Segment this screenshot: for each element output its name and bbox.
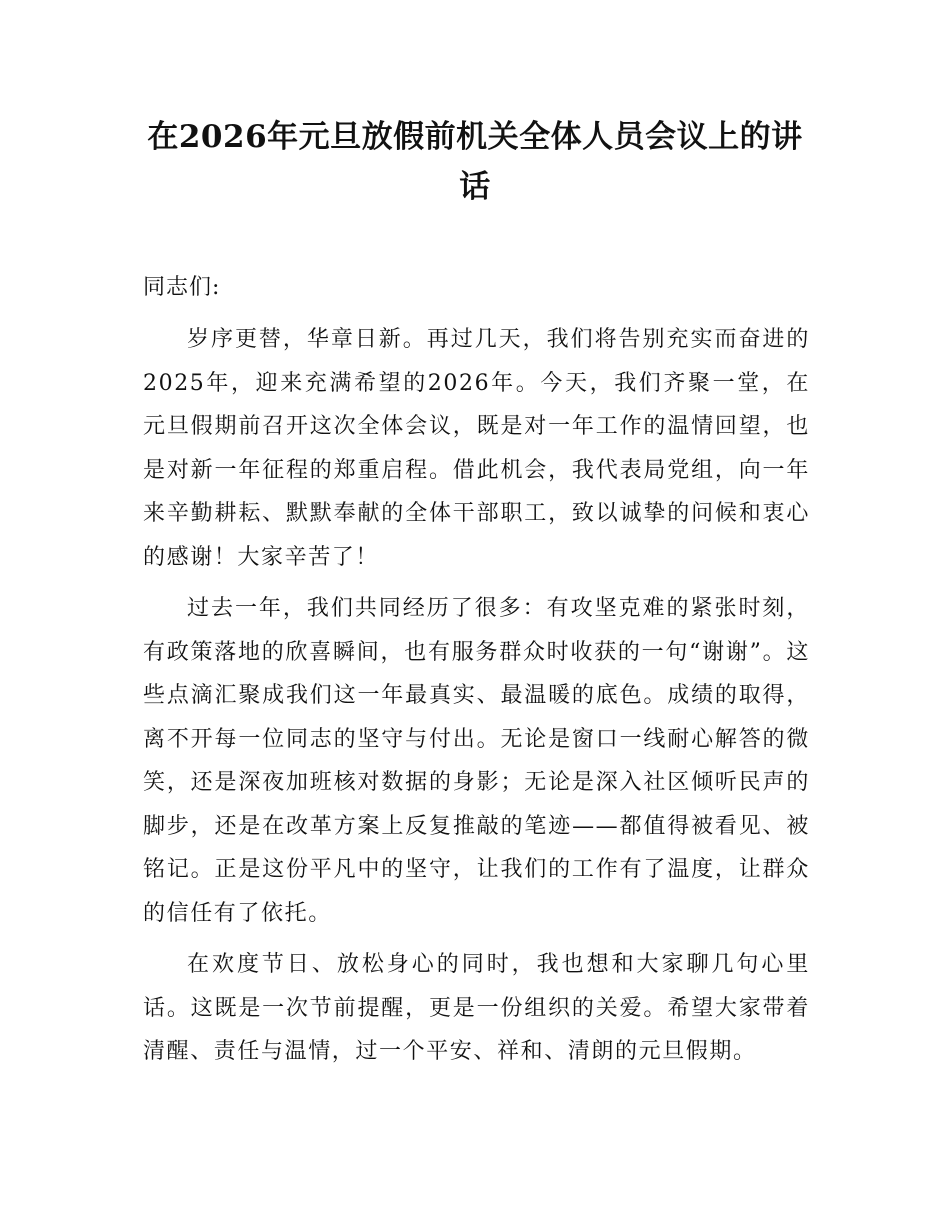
document-title: 在2026年元旦放假前机关全体人员会议上的讲话 [147, 119, 803, 205]
paragraph-1: 岁序更替，华章日新。再过几天，我们将告别充实而奋进的2025年，迎来充满希望的2026年。今天，我们齐聚一堂，在元旦假期前召开这次全体会议，既是对一年工作的温情回望，也是对新一年征程的郑重启程。借此机会，我代表局党组，向一年来辛勤耕耘、默默奉献的全体干部职工，致以诚挚的问候和衷心的感谢！大家辛苦了！ [143, 327, 810, 570]
document-body [143, 266, 810, 1082]
paragraph-3: 在欢度节日、放松身心的同时，我也想和大家聊几句心里话。这既是一次节前提醒，更是一份组织的关爱。希望大家带着清醒、责任与温情，过一个平安、祥和、清朗的元旦假期。 [143, 952, 810, 1064]
paragraph-2: 过去一年，我们共同经历了很多：有攻坚克难的紧张时刻，有政策落地的欣喜瞬间，也有服务群众时收获的一句“谢谢”。这些点滴汇聚成我们这一年最真实、最温暖的底色。成绩的取得，离不开每一位同志的坚守与付出。无论是窗口一线耐心解答的微笑，还是深夜加班核对数据的身影；无论是深入社区倾听民声的脚步，还是在改革方案上反复推敲的笔迹——都值得被看见、被铭记。正是这份平凡中的坚守，让我们的工作有了温度，让群众的信任有了依托。 [143, 596, 810, 926]
salutation: 同志们: [143, 275, 221, 300]
